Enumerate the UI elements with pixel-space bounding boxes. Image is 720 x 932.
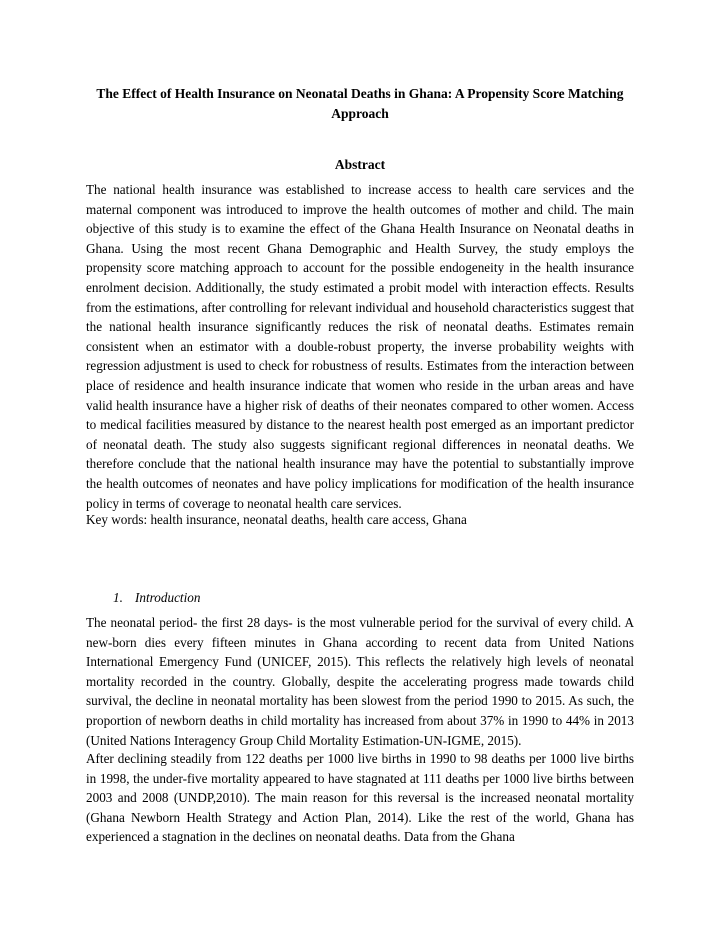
introduction-paragraph-2: After declining steadily from 122 deaths per 1000 live births in 1990 to 98 deaths per 1000 live births in 1998, the under-five mortality appeared to have stagnated at 111 deaths per 1000 live births between 2003 and 2008 (UNDP,2010). The main reason for this reversal is the increased neonatal mortality (Ghana Newborn Health Strategy and Action Plan, 2014). Like the rest of the world, Ghana has experienced a stagnation in the declines on neonatal deaths. Data from the Ghana bbox=[86, 751, 634, 845]
abstract-heading: Abstract bbox=[334, 157, 386, 172]
section-title: Introduction bbox=[135, 590, 201, 605]
section-heading-introduction bbox=[113, 588, 200, 608]
section-number: 1. bbox=[113, 590, 123, 605]
abstract-paragraph: The national health insurance was established to increase access to health care services and the maternal component was introduced to improve the health outcomes of mother and child. The main objective of this study is to examine the effect of the Ghana Health Insurance on Neonatal deaths in Ghana. Using the most recent Ghana Demographic and Health Survey, the study employs the propensity score matching approach to account for the possible endogeneity in the health insurance enrolment decision. Additionally, the study estimated a probit model with interaction effects. Results from the estimations, after controlling for relevant individual and household characteristics suggest that the national health insurance significantly reduces the risk of neonatal deaths. Estimates remain consistent when an estimator with a double-robust property, the inverse probability weights with regression adjustment is used to check for robustness of results. Estimates from the interaction between place of residence and health insurance indicate that women who reside in the urban areas and have valid health insurance have a higher risk of deaths of their neonates compared to other women. Access to medical facilities measured by distance to the nearest health post emerged as an important predictor of neonatal death. The study also suggests significant regional differences in neonatal deaths. We therefore conclude that the national health insurance may have the potential to substantially improve the health outcomes of neonates and have policy implications for modification of the health insurance policy in terms of coverage to neonatal health care services. bbox=[86, 182, 634, 511]
keywords-line: Key words: health insurance, neonatal deaths, health care access, Ghana bbox=[86, 512, 467, 527]
paper-title: The Effect of Health Insurance on Neonatal Deaths in Ghana: A Propensity Score Matching Approach bbox=[96, 86, 624, 121]
introduction-paragraph-1: The neonatal period- the first 28 days- is the most vulnerable period for the survival of every child. A new-born dies every fifteen minutes in Ghana according to recent data from United Nations International Emergency Fund (UNICEF, 2015). This reflects the relatively high levels of neonatal mortality recorded in the country. Globally, despite the accelerating progress made towards child survival, the decline in neonatal mortality has been slowest from the period 1990 to 2015. As such, the proportion of newborn deaths in child mortality has increased from about 37% in 1990 to 44% in 2013 (United Nations Interagency Group Child Mortality Estimation-UN-IGME, 2015). bbox=[86, 615, 634, 748]
